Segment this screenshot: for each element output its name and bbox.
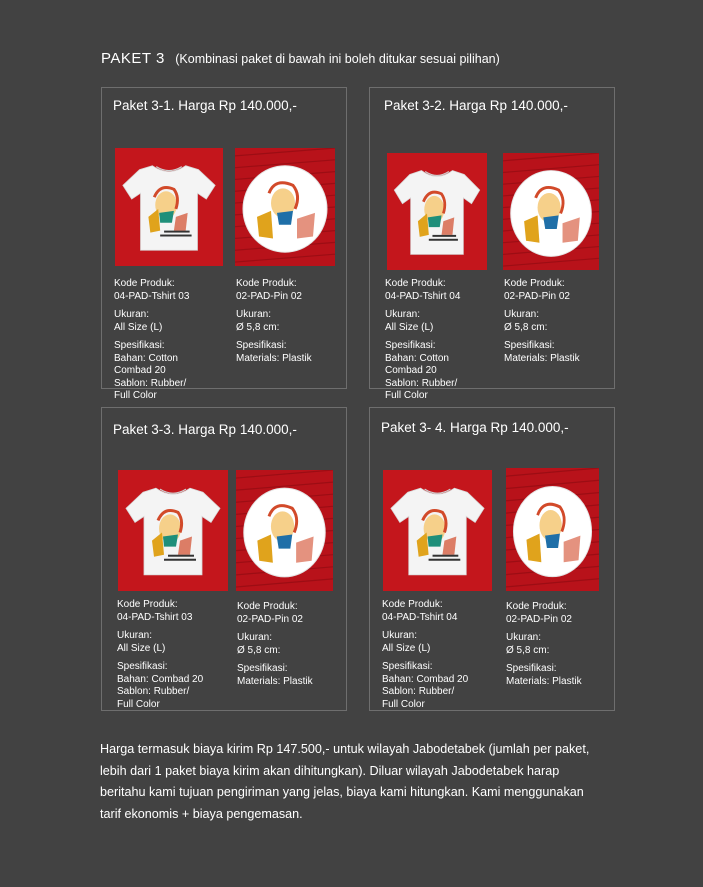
kode-value: 04-PAD-Tshirt 03 (117, 611, 193, 623)
ukuran-label: Ukuran: (382, 630, 418, 641)
spek-label: Spesifikasi: (382, 661, 433, 672)
shipping-note-line: tarif ekonomis + biaya pengemasan. (100, 806, 303, 821)
pin-details (236, 278, 354, 365)
spek-line: Sablon: Rubber/ (385, 377, 458, 389)
kode-label: Kode Produk: (504, 278, 565, 289)
spek-line: Full Color (382, 698, 425, 710)
page-title: PAKET 3 (101, 50, 165, 67)
kode-label: Kode Produk: (385, 278, 446, 289)
spek-line: Bahan: Combad 20 (382, 673, 469, 685)
ukuran-value: Ø 5,8 cm: (504, 321, 548, 333)
package-card-3-2 (369, 87, 615, 401)
spek-line: Materials: Plastik (237, 675, 313, 687)
ukuran-value: All Size (L) (114, 321, 163, 333)
spek-label: Spesifikasi: (114, 340, 165, 351)
pin-badge-icon (235, 148, 335, 266)
spek-line: Sablon: Rubber/ (114, 377, 187, 389)
spek-line: Materials: Plastik (504, 352, 580, 364)
spek-line: Materials: Plastik (506, 675, 582, 687)
ukuran-label: Ukuran: (114, 309, 150, 320)
tshirt-details (382, 599, 500, 711)
package-title: Paket 3-3. Harga Rp 140.000,- (113, 422, 297, 437)
shipping-note-line: lebih dari 1 paket biaya kirim akan dihitungkan). Diluar wilayah Jabodetabek harap (100, 763, 560, 778)
pin-details (504, 278, 622, 365)
page-header (101, 50, 500, 68)
spek-line: Bahan: Cotton (114, 352, 178, 364)
kode-label: Kode Produk: (382, 599, 443, 610)
spek-label: Spesifikasi: (117, 661, 168, 672)
pin-badge-icon (236, 470, 333, 591)
package-card-3-1 (101, 87, 347, 401)
spek-line: Materials: Plastik (236, 352, 312, 364)
kode-label: Kode Produk: (236, 278, 297, 289)
kode-value: 02-PAD-Pin 02 (237, 613, 303, 625)
tshirt-details (114, 278, 232, 403)
ukuran-label: Ukuran: (504, 309, 540, 320)
tshirt-icon (118, 470, 228, 591)
package-card-3-3 (101, 407, 347, 711)
spek-label: Spesifikasi: (236, 340, 287, 351)
shipping-note (100, 739, 625, 825)
spek-label: Spesifikasi: (385, 340, 436, 351)
shipping-note-line: Harga termasuk biaya kirim Rp 147.500,- untuk wilayah Jabodetabek (jumlah per paket, (100, 742, 590, 756)
package-card-3-4 (369, 407, 615, 711)
spek-label: Spesifikasi: (506, 663, 557, 674)
ukuran-value: Ø 5,8 cm: (506, 644, 550, 656)
tshirt-icon (387, 153, 487, 270)
page-subtitle: (Kombinasi paket di bawah ini boleh ditukar sesuai pilihan) (175, 52, 500, 66)
spek-line: Combad 20 (385, 365, 437, 376)
kode-value: 04-PAD-Tshirt 04 (382, 611, 458, 623)
spek-line: Full Color (117, 698, 160, 710)
shipping-note-line: beritahu kami tujuan pengiriman yang jelas, biaya kami hitungkan. Kami menggunakan (100, 785, 584, 799)
ukuran-value: All Size (L) (117, 642, 166, 654)
spek-line: Full Color (114, 390, 157, 401)
kode-label: Kode Produk: (237, 601, 298, 612)
kode-value: 04-PAD-Tshirt 04 (385, 290, 461, 302)
pin-details (506, 601, 624, 688)
ukuran-value: All Size (L) (382, 642, 431, 654)
spek-line: Sablon: Rubber/ (382, 686, 455, 697)
spek-label: Spesifikasi: (504, 340, 555, 351)
package-title: Paket 3- 4. Harga Rp 140.000,- (381, 420, 569, 435)
pin-badge-icon (506, 468, 599, 591)
kode-value: 02-PAD-Pin 02 (504, 290, 570, 302)
ukuran-label: Ukuran: (236, 309, 272, 320)
ukuran-label: Ukuran: (237, 632, 273, 643)
ukuran-label: Ukuran: (385, 309, 421, 320)
package-title: Paket 3-2. Harga Rp 140.000,- (384, 98, 568, 113)
package-title: Paket 3-1. Harga Rp 140.000,- (113, 98, 297, 113)
ukuran-label: Ukuran: (506, 632, 542, 643)
kode-label: Kode Produk: (117, 599, 178, 610)
ukuran-value: Ø 5,8 cm: (237, 644, 281, 656)
tshirt-icon (115, 148, 223, 266)
kode-value: 04-PAD-Tshirt 03 (114, 290, 190, 302)
ukuran-value: All Size (L) (385, 321, 434, 333)
spek-line: Sablon: Rubber/ (117, 686, 190, 697)
spek-line: Bahan: Cotton (385, 352, 449, 364)
spek-label: Spesifikasi: (237, 663, 288, 674)
spek-line: Bahan: Combad 20 (117, 673, 204, 685)
tshirt-details (385, 278, 503, 403)
tshirt-details (117, 599, 235, 711)
ukuran-value: Ø 5,8 cm: (236, 321, 280, 333)
kode-value: 02-PAD-Pin 02 (506, 613, 572, 625)
tshirt-icon (383, 470, 492, 591)
pin-details (237, 601, 355, 688)
spek-line: Combad 20 (114, 365, 166, 376)
kode-label: Kode Produk: (506, 601, 567, 612)
pin-badge-icon (503, 153, 599, 270)
spek-line: Full Color (385, 390, 428, 401)
kode-label: Kode Produk: (114, 278, 175, 289)
ukuran-label: Ukuran: (117, 630, 153, 641)
kode-value: 02-PAD-Pin 02 (236, 290, 302, 302)
